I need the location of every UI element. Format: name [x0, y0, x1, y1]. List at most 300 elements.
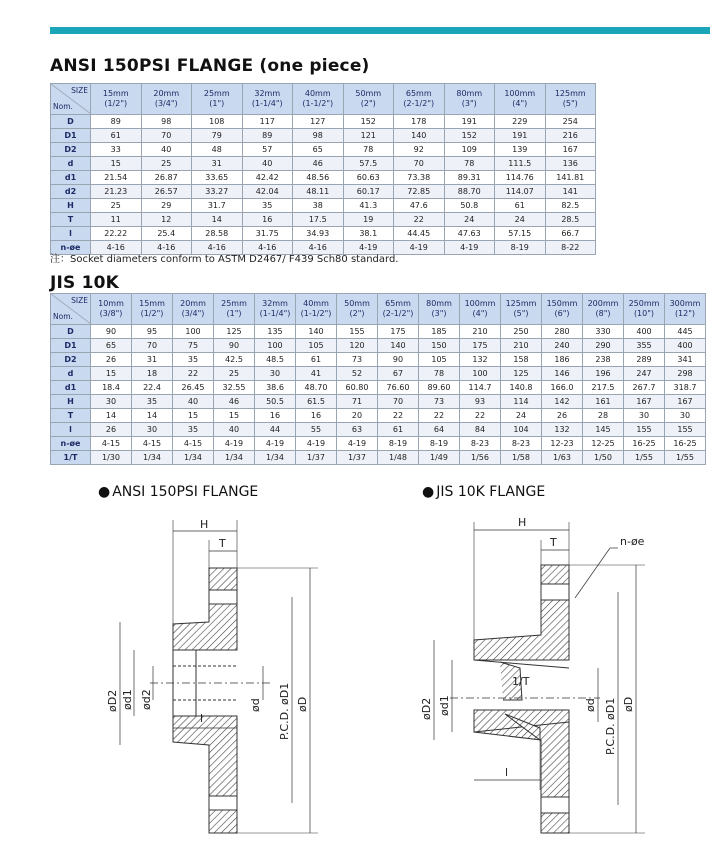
size-mm: 50mm [344, 299, 370, 308]
table-cell: 57.5 [343, 157, 394, 171]
table-cell: 38 [293, 199, 344, 213]
table-cell: 90 [214, 339, 255, 353]
table-cell: 64 [419, 423, 460, 437]
table-cell: 114 [501, 395, 542, 409]
table-cell: 318.7 [665, 381, 706, 395]
table-cell: 1/58 [501, 451, 542, 465]
ansi-dim-oD2: øD2 [106, 689, 119, 712]
table-cell: 33.27 [192, 185, 243, 199]
table-cell: 26.45 [173, 381, 214, 395]
table-cell: 20 [337, 409, 378, 423]
table-cell: 73 [419, 395, 460, 409]
table-cell: 89.31 [444, 171, 495, 185]
table-cell: 355 [624, 339, 665, 353]
table-cell: 400 [624, 325, 665, 339]
table-cell: 70 [394, 157, 445, 171]
table-cell: 330 [583, 325, 624, 339]
size-mm: 50mm [355, 89, 382, 98]
table-cell: 178 [394, 115, 445, 129]
table-cell: 132 [460, 353, 501, 367]
table-cell: 155 [624, 423, 665, 437]
table-cell: 140 [296, 325, 337, 339]
corner-size-label: SIZE [71, 86, 88, 95]
row-label: D1 [51, 129, 91, 143]
table-cell: 298 [665, 367, 706, 381]
table-cell: 4-15 [173, 437, 214, 451]
ansi-dim-l: l [200, 712, 204, 725]
table-cell: 30 [132, 423, 173, 437]
row-label: n-øe [51, 437, 91, 451]
table-cell: 141 [545, 185, 596, 199]
table-cell: 191 [495, 129, 546, 143]
table-cell: 4-16 [141, 241, 192, 255]
table-cell: 88.70 [444, 185, 495, 199]
table-cell: 175 [378, 325, 419, 339]
row-label: d [51, 157, 91, 171]
table-cell: 52 [337, 367, 378, 381]
table-cell: 4-19 [394, 241, 445, 255]
table-cell: 30 [665, 409, 706, 423]
table-cell: 78 [343, 143, 394, 157]
table-cell: 48.56 [293, 171, 344, 185]
table-cell: 24 [501, 409, 542, 423]
table-cell: 166.0 [542, 381, 583, 395]
table-cell: 26 [91, 353, 132, 367]
table-cell: 42.04 [242, 185, 293, 199]
table-cell: 46 [293, 157, 344, 171]
table-cell: 229 [495, 115, 546, 129]
table-cell: 117 [242, 115, 293, 129]
table-cell: 48 [192, 143, 243, 157]
table-cell: 1/30 [91, 451, 132, 465]
row-label: H [51, 199, 91, 213]
table-cell: 61 [495, 199, 546, 213]
table-cell: 240 [542, 339, 583, 353]
jis-title: JIS 10K [50, 273, 120, 293]
size-inch: (2") [349, 309, 365, 318]
jis-dim-pcd: P.C.D. øD1 [604, 697, 617, 755]
table-cell: 210 [501, 339, 542, 353]
size-mm: 80mm [456, 89, 483, 98]
table-cell: 35 [132, 395, 173, 409]
table-cell: 61 [378, 423, 419, 437]
size-inch: (1") [209, 99, 225, 108]
table-cell: 90 [378, 353, 419, 367]
table-cell: 22 [419, 409, 460, 423]
table-cell: 191 [444, 115, 495, 129]
table-cell: 4-19 [343, 241, 394, 255]
row-label: D2 [51, 143, 91, 157]
table-cell: 82.5 [545, 199, 596, 213]
table-cell: 1/55 [665, 451, 706, 465]
table-cell: 1/56 [460, 451, 501, 465]
size-inch: (10") [633, 309, 655, 318]
row-label: D2 [51, 353, 91, 367]
table-cell: 16-25 [624, 437, 665, 451]
table-cell: 21.54 [91, 171, 142, 185]
table-cell: 33.65 [192, 171, 243, 185]
table-cell: 32.55 [214, 381, 255, 395]
table-cell: 4-15 [132, 437, 173, 451]
table-cell: 120 [337, 339, 378, 353]
table-cell: 1/37 [337, 451, 378, 465]
jis-flange-drawing [434, 522, 645, 833]
size-mm: 32mm [254, 89, 281, 98]
table-cell: 78 [444, 157, 495, 171]
size-inch: (1-1/2") [302, 99, 334, 108]
table-cell: 25 [141, 157, 192, 171]
table-cell: 60.63 [343, 171, 394, 185]
table-cell: 18.4 [91, 381, 132, 395]
row-label: D [51, 325, 91, 339]
table-cell: 186 [542, 353, 583, 367]
row-label: T [51, 409, 91, 423]
socket-note: 注：Socket diameters conform to ASTM D2467/ F439 Sch80 standard. [50, 254, 399, 265]
table-cell: 25.4 [141, 227, 192, 241]
table-cell: 114.07 [495, 185, 546, 199]
ansi-dim-T: T [219, 537, 226, 550]
table-cell: 90 [91, 325, 132, 339]
table-cell: 63 [337, 423, 378, 437]
table-cell: 15 [214, 409, 255, 423]
table-cell: 152 [444, 129, 495, 143]
table-cell: 158 [501, 353, 542, 367]
table-cell: 31.75 [242, 227, 293, 241]
table-cell: 142 [542, 395, 583, 409]
table-cell: 15 [91, 157, 142, 171]
table-cell: 92 [394, 143, 445, 157]
table-cell: 41 [296, 367, 337, 381]
table-cell: 28.58 [192, 227, 243, 241]
table-cell: 196 [583, 367, 624, 381]
size-mm: 25mm [221, 299, 247, 308]
table-cell: 135 [255, 325, 296, 339]
table-cell: 34.93 [293, 227, 344, 241]
table-cell: 30 [255, 367, 296, 381]
size-mm: 100mm [464, 299, 496, 308]
table-cell: 35 [173, 423, 214, 437]
table-cell: 31.7 [192, 199, 243, 213]
corner-size-label: SIZE [71, 296, 88, 305]
table-cell: 57.15 [495, 227, 546, 241]
size-mm: 20mm [153, 89, 180, 98]
jis-dim-l: l [505, 766, 509, 779]
size-inch: (12") [674, 309, 696, 318]
table-cell: 47.63 [444, 227, 495, 241]
table-cell: 175 [460, 339, 501, 353]
size-mm: 150mm [546, 299, 578, 308]
table-cell: 167 [545, 143, 596, 157]
table-cell: 89 [91, 115, 142, 129]
table-cell: 47.6 [394, 199, 445, 213]
table-cell: 24 [444, 213, 495, 227]
table-cell: 98 [141, 115, 192, 129]
table-cell: 22.4 [132, 381, 173, 395]
table-cell: 70 [378, 395, 419, 409]
table-cell: 35 [173, 353, 214, 367]
size-mm: 125mm [554, 89, 586, 98]
table-cell: 4-15 [91, 437, 132, 451]
size-mm: 15mm [139, 299, 165, 308]
table-cell: 25 [91, 199, 142, 213]
table-cell: 55 [296, 423, 337, 437]
table-cell: 25 [214, 367, 255, 381]
table-cell: 48.11 [293, 185, 344, 199]
table-cell: 84 [460, 423, 501, 437]
table-cell: 125 [214, 325, 255, 339]
row-label: D [51, 115, 91, 129]
table-cell: 42.42 [242, 171, 293, 185]
table-cell: 66.7 [545, 227, 596, 241]
table-cell: 11 [91, 213, 142, 227]
table-cell: 18 [132, 367, 173, 381]
ansi-dim-oD: øD [296, 696, 309, 712]
table-cell: 50.5 [255, 395, 296, 409]
row-label: n-øe [51, 241, 91, 255]
table-cell: 30 [624, 409, 665, 423]
table-cell: 4-19 [337, 437, 378, 451]
size-inch: (8") [595, 309, 611, 318]
table-cell: 14 [192, 213, 243, 227]
table-cell: 104 [501, 423, 542, 437]
table-cell: 250 [501, 325, 542, 339]
table-cell: 16 [242, 213, 293, 227]
table-cell: 31 [132, 353, 173, 367]
table-cell: 35 [242, 199, 293, 213]
jis-dim-oD2: øD2 [420, 697, 433, 720]
table-cell: 254 [545, 115, 596, 129]
table-cell: 16-25 [665, 437, 706, 451]
table-cell: 1/49 [419, 451, 460, 465]
size-mm: 125mm [505, 299, 537, 308]
corner-nom-label: Nom. [53, 312, 73, 321]
table-cell: 109 [444, 143, 495, 157]
jis-dim-T: T [550, 536, 557, 549]
table-cell: 167 [665, 395, 706, 409]
table-cell: 4-19 [214, 437, 255, 451]
size-inch: (2-1/2") [403, 99, 435, 108]
table-cell: 1/34 [255, 451, 296, 465]
table-cell: 78 [419, 367, 460, 381]
table-cell: 28 [583, 409, 624, 423]
row-label: l [51, 227, 91, 241]
table-cell: 72.85 [394, 185, 445, 199]
size-inch: (5") [562, 99, 578, 108]
table-cell: 70 [132, 339, 173, 353]
table-cell: 167 [624, 395, 665, 409]
table-cell: 8-22 [545, 241, 596, 255]
table-cell: 8-23 [460, 437, 501, 451]
table-cell: 121 [343, 129, 394, 143]
size-mm: 300mm [669, 299, 701, 308]
table-cell: 30 [91, 395, 132, 409]
table-cell: 60.17 [343, 185, 394, 199]
table-cell: 100 [173, 325, 214, 339]
table-cell: 8-19 [495, 241, 546, 255]
table-cell: 4-19 [444, 241, 495, 255]
table-cell: 152 [343, 115, 394, 129]
table-cell: 185 [419, 325, 460, 339]
table-cell: 8-19 [378, 437, 419, 451]
row-label: T [51, 213, 91, 227]
size-inch: (1-1/4") [259, 309, 291, 318]
size-inch: (4") [512, 99, 528, 108]
table-cell: 75 [173, 339, 214, 353]
row-label: d1 [51, 381, 91, 395]
jis-drawing-label: ● JIS 10K FLANGE [422, 484, 546, 500]
table-cell: 42.5 [214, 353, 255, 367]
table-cell: 12-23 [542, 437, 583, 451]
jis-dim-od: ød [584, 698, 597, 712]
table-cell: 15 [91, 367, 132, 381]
table-cell: 127 [293, 115, 344, 129]
table-cell: 67 [378, 367, 419, 381]
table-cell: 61.5 [296, 395, 337, 409]
table-cell: 1/63 [542, 451, 583, 465]
table-cell: 22 [394, 213, 445, 227]
table-cell: 155 [665, 423, 706, 437]
size-mm: 100mm [504, 89, 536, 98]
size-mm: 40mm [303, 299, 329, 308]
table-cell: 26 [91, 423, 132, 437]
bullet-icon: ● [422, 484, 435, 500]
table-cell: 24 [495, 213, 546, 227]
table-cell: 40 [173, 395, 214, 409]
table-cell: 12-25 [583, 437, 624, 451]
table-cell: 341 [665, 353, 706, 367]
row-label: H [51, 395, 91, 409]
table-cell: 100 [460, 367, 501, 381]
ansi-dim-od1: ød1 [121, 689, 134, 710]
row-label: D1 [51, 339, 91, 353]
table-cell: 8-23 [501, 437, 542, 451]
table-cell: 1/48 [378, 451, 419, 465]
table-cell: 98 [293, 129, 344, 143]
table-cell: 140 [394, 129, 445, 143]
table-cell: 1/55 [624, 451, 665, 465]
table-cell: 29 [141, 199, 192, 213]
table-cell: 136 [545, 157, 596, 171]
size-mm: 10mm [98, 299, 124, 308]
table-cell: 22 [460, 409, 501, 423]
table-cell: 28.5 [545, 213, 596, 227]
table-cell: 1/34 [214, 451, 255, 465]
table-cell: 71 [337, 395, 378, 409]
table-cell: 41.3 [343, 199, 394, 213]
size-inch: (1") [226, 309, 242, 318]
ansi-flange-drawing [120, 520, 318, 833]
size-mm: 40mm [304, 89, 331, 98]
table-cell: 140.8 [501, 381, 542, 395]
ansi-dim-od: ød [249, 698, 262, 712]
size-inch: (3") [431, 309, 447, 318]
table-cell: 161 [583, 395, 624, 409]
table-cell: 95 [132, 325, 173, 339]
table-cell: 105 [296, 339, 337, 353]
size-inch: (1-1/4") [251, 99, 283, 108]
jis-dim-od1: ød1 [438, 695, 451, 716]
table-cell: 40 [214, 423, 255, 437]
table-cell: 4-19 [255, 437, 296, 451]
table-cell: 16 [255, 409, 296, 423]
table-cell: 73.38 [394, 171, 445, 185]
table-cell: 50.8 [444, 199, 495, 213]
ansi-dim-od2: ød2 [140, 689, 153, 710]
row-label: d1 [51, 171, 91, 185]
table-cell: 4-16 [91, 241, 142, 255]
row-label: d2 [51, 185, 91, 199]
table-cell: 44 [255, 423, 296, 437]
size-inch: (5") [513, 309, 529, 318]
table-cell: 247 [624, 367, 665, 381]
table-cell: 57 [242, 143, 293, 157]
table-cell: 44.45 [394, 227, 445, 241]
table-cell: 150 [419, 339, 460, 353]
table-cell: 4-19 [296, 437, 337, 451]
row-label: 1/T [51, 451, 91, 465]
table-cell: 31 [192, 157, 243, 171]
table-cell: 65 [293, 143, 344, 157]
row-label: l [51, 423, 91, 437]
row-label: d [51, 367, 91, 381]
table-cell: 65 [91, 339, 132, 353]
size-inch: (1/2") [104, 99, 128, 108]
size-mm: 15mm [102, 89, 129, 98]
corner-nom-label: Nom. [53, 102, 73, 111]
table-cell: 141.81 [545, 171, 596, 185]
table-cell: 19 [343, 213, 394, 227]
table-cell: 4-16 [192, 241, 243, 255]
table-cell: 70 [141, 129, 192, 143]
table-cell: 38.6 [255, 381, 296, 395]
table-cell: 89 [242, 129, 293, 143]
table-cell: 26 [542, 409, 583, 423]
size-mm: 65mm [385, 299, 411, 308]
size-inch: (2-1/2") [382, 309, 414, 318]
table-cell: 48.5 [255, 353, 296, 367]
table-cell: 280 [542, 325, 583, 339]
table-cell: 132 [542, 423, 583, 437]
table-cell: 217.5 [583, 381, 624, 395]
size-inch: (6") [554, 309, 570, 318]
table-cell: 114.76 [495, 171, 546, 185]
table-cell: 445 [665, 325, 706, 339]
table-cell: 61 [91, 129, 142, 143]
bullet-icon: ● [98, 484, 111, 500]
table-cell: 22 [173, 367, 214, 381]
size-inch: (2") [360, 99, 376, 108]
table-cell: 14 [91, 409, 132, 423]
table-cell: 22.22 [91, 227, 142, 241]
table-cell: 108 [192, 115, 243, 129]
jis-dim-taper: 1/T [512, 675, 530, 688]
table-cell: 46 [214, 395, 255, 409]
size-mm: 80mm [426, 299, 452, 308]
table-cell: 12 [141, 213, 192, 227]
table-cell: 26.87 [141, 171, 192, 185]
ansi-drawing-label: ● ANSI 150PSI FLANGE [98, 484, 259, 500]
table-cell: 17.5 [293, 213, 344, 227]
table-cell: 79 [192, 129, 243, 143]
table-cell: 145 [583, 423, 624, 437]
table-cell: 60.80 [337, 381, 378, 395]
table-cell: 15 [173, 409, 214, 423]
table-cell: 400 [665, 339, 706, 353]
table-cell: 290 [583, 339, 624, 353]
table-cell: 114.7 [460, 381, 501, 395]
table-cell: 125 [501, 367, 542, 381]
table-cell: 22 [378, 409, 419, 423]
